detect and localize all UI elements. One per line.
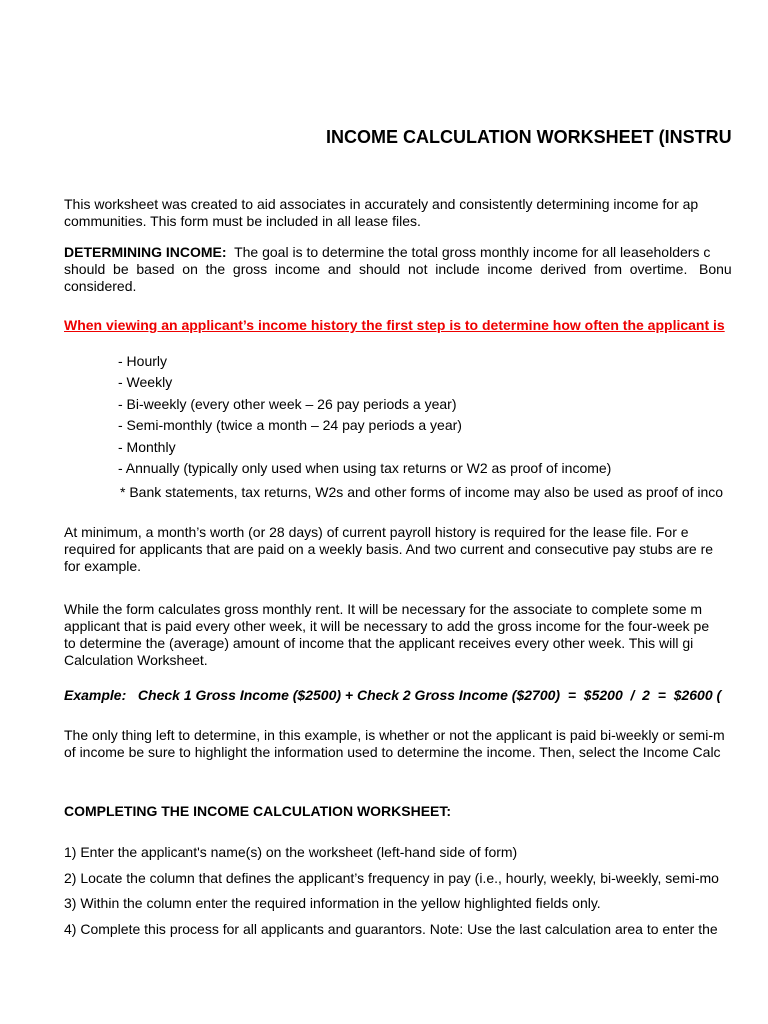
frequency-item: - Annually (typically only used when using tax returns or W2 as proof of income) [118,460,612,477]
determining-line-3: considered. [64,278,137,294]
only-paragraph [64,727,725,761]
completing-heading: COMPLETING THE INCOME CALCULATION WORKSHEET: [64,803,452,819]
minimum-line-3: for example. [64,558,142,574]
minimum-paragraph [64,524,713,575]
red-notice: When viewing an applicant’s income history the first step is to determine how often the applicant is [64,317,725,333]
minimum-line-1: At minimum, a month’s worth (or 28 days) of current payroll history is required for the lease file. For e [64,524,689,540]
determining-line-2: should be based on the gross income and should not include income derived from overtime. Bonu [64,261,732,277]
intro-line-1: This worksheet was created to aid associates in accurately and consistently determining income for ap [64,196,699,212]
determining-label: DETERMINING INCOME: [64,244,227,260]
only-line-2: of income be sure to highlight the information used to determine the income. Then, select the Income Calc [64,744,721,760]
determining-paragraph [64,244,732,295]
frequency-item: - Monthly [118,438,176,455]
only-line-1: The only thing left to determine, in this example, is whether or not the applicant is paid bi-weekly or semi-m [64,727,725,743]
frequency-item: - Hourly [118,353,168,369]
frequency-item: - Semi-monthly (twice a month – 24 pay periods a year) [118,417,462,434]
while-paragraph [64,601,709,669]
intro-paragraph [64,196,698,230]
frequency-item: - Weekly [118,374,173,391]
page-title: INCOME CALCULATION WORKSHEET (INSTRU [326,127,732,147]
frequency-list [118,351,611,479]
while-line-2: applicant that is paid every other week, it will be necessary to add the gross income for the four-week pe [64,618,710,634]
while-line-1: While the form calculates gross monthly rent. It will be necessary for the associate to complete some m [64,601,703,617]
determining-line-1: The goal is to determine the total gross monthly income for all leaseholders c [226,244,711,260]
intro-line-2: communities. This form must be included in all lease files. [64,213,421,229]
steps-list [64,840,719,942]
step-item: 3) Within the column enter the required information in the yellow highlighted fields only. [64,895,601,911]
proof-note: * Bank statements, tax returns, W2s and other forms of income may also be used as proof of inco [120,484,724,500]
while-line-3: to determine the (average) amount of income that the applicant receives every other week. This will gi [64,635,694,651]
minimum-line-2: required for applicants that are paid on a weekly basis. And two current and consecutive pay stubs are re [64,541,714,557]
frequency-item: - Bi-weekly (every other week – 26 pay periods a year) [118,395,457,412]
step-item: 4) Complete this process for all applicants and guarantors. Note: Use the last calculation area to enter the [64,920,718,937]
step-item: 1) Enter the applicant's name(s) on the worksheet (left-hand side of form) [64,844,518,860]
while-line-4: Calculation Worksheet. [64,652,208,668]
example-line: Example: Check 1 Gross Income ($2500) + Check 2 Gross Income ($2700) = $5200 / 2 = $2600 ( [64,687,722,703]
step-item: 2) Locate the column that defines the applicant’s frequency in pay (i.e., hourly, weekly, bi-weekly, semi-mo [64,869,719,886]
